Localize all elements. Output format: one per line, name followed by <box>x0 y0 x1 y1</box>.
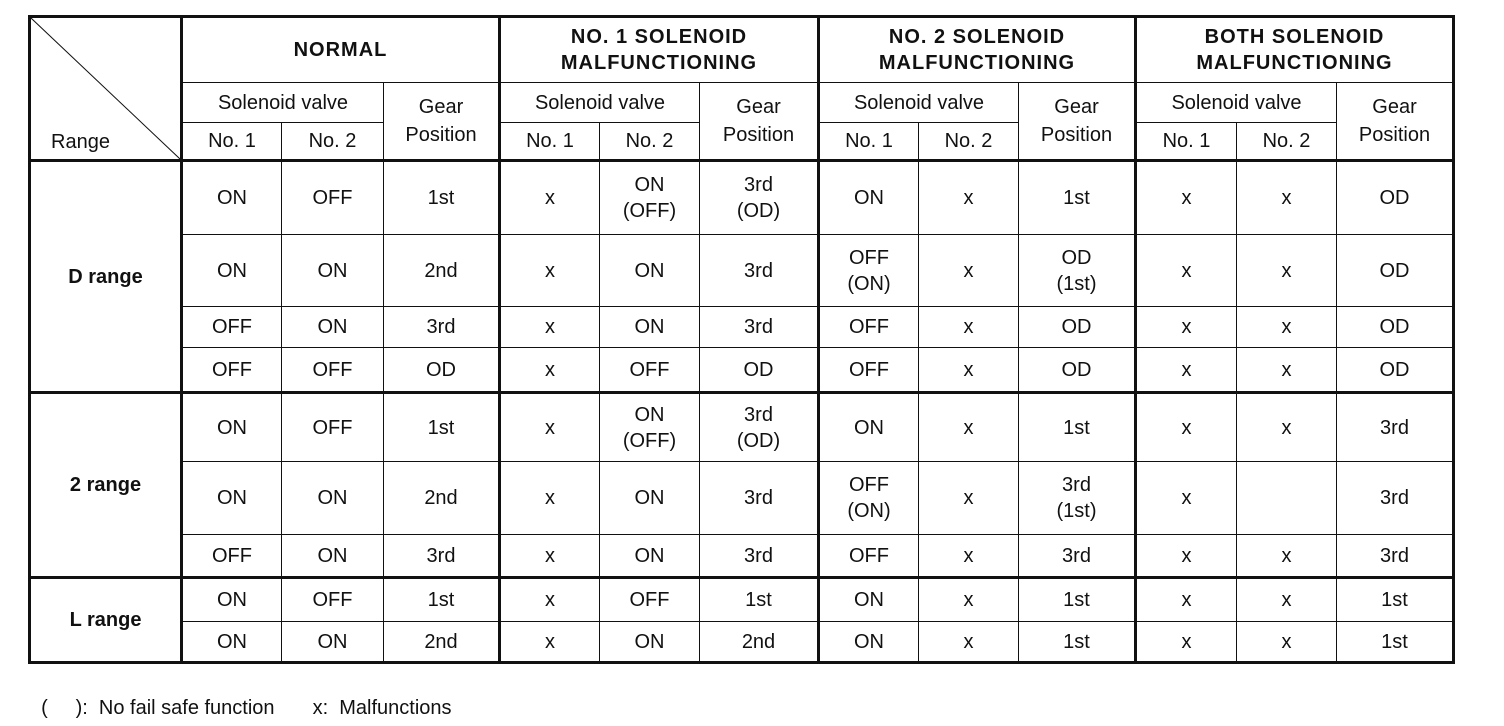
table-cell: 1st <box>1337 622 1454 663</box>
group-header-normal: NORMAL <box>182 17 500 83</box>
solenoid-valve-header: Solenoid valve <box>182 83 384 123</box>
table-cell: x <box>1237 622 1337 663</box>
no1-header: No. 1 <box>500 123 600 161</box>
table-cell: x <box>1237 235 1337 307</box>
table-cell: x <box>919 535 1019 578</box>
table-cell: x <box>500 307 600 348</box>
note-no-fail-safe: ( ): No fail safe function <box>41 697 275 719</box>
table-cell: ON <box>600 307 700 348</box>
table-cell: OD <box>1337 161 1454 235</box>
table-cell: ON (OFF) <box>600 161 700 235</box>
solenoid-valve-header: Solenoid valve <box>1136 83 1337 123</box>
no1-header: No. 1 <box>182 123 282 161</box>
range-corner-header <box>30 17 182 161</box>
table-cell: x <box>919 393 1019 462</box>
range-label-cell: D range <box>30 161 182 393</box>
table-cell: OFF <box>282 393 384 462</box>
table-cell: x <box>919 307 1019 348</box>
table-cell: x <box>500 348 600 393</box>
table-cell: x <box>1136 348 1237 393</box>
range-label: Range <box>51 131 110 153</box>
table-cell: 3rd <box>700 462 819 535</box>
table-cell: 3rd (OD) <box>700 393 819 462</box>
table-cell: OFF <box>282 578 384 622</box>
table-cell: OFF (ON) <box>819 235 919 307</box>
table-cell: ON <box>282 462 384 535</box>
table-cell: x <box>1237 393 1337 462</box>
range-label-cell: 2 range <box>30 393 182 578</box>
table-cell: x <box>500 235 600 307</box>
table-row <box>30 535 1454 578</box>
table-row <box>30 393 1454 462</box>
table-cell: 1st <box>384 161 500 235</box>
table-cell: x <box>500 578 600 622</box>
table-cell: x <box>500 393 600 462</box>
table-cell: x <box>919 348 1019 393</box>
table-cell: 1st <box>1019 622 1136 663</box>
table-cell: 1st <box>1337 578 1454 622</box>
table-cell <box>1237 462 1337 535</box>
table-cell: 3rd (OD) <box>700 161 819 235</box>
table-cell: x <box>500 622 600 663</box>
table-cell: 2nd <box>384 235 500 307</box>
gear-position-header: Gear Position <box>1019 83 1136 161</box>
table-row <box>30 307 1454 348</box>
table-cell: ON (OFF) <box>600 393 700 462</box>
table-cell: 3rd <box>384 307 500 348</box>
table-cell: x <box>1136 307 1237 348</box>
group-header-both-malfunction: BOTH SOLENOID MALFUNCTIONING <box>1136 17 1454 83</box>
table-cell: ON <box>819 393 919 462</box>
table-cell: OFF (ON) <box>819 462 919 535</box>
table-cell: OFF <box>182 307 282 348</box>
table-cell: ON <box>282 535 384 578</box>
table-cell: x <box>919 235 1019 307</box>
table-cell: 1st <box>384 578 500 622</box>
table-cell: x <box>1237 578 1337 622</box>
gear-position-header: Gear Position <box>1337 83 1454 161</box>
table-cell: ON <box>819 161 919 235</box>
table-cell: x <box>500 462 600 535</box>
table-cell: 3rd (1st) <box>1019 462 1136 535</box>
table-cell: x <box>1237 348 1337 393</box>
table-cell: OD <box>384 348 500 393</box>
legend-notes <box>30 674 490 720</box>
table-cell: x <box>1237 307 1337 348</box>
table-cell: ON <box>182 393 282 462</box>
table-cell: x <box>919 578 1019 622</box>
table-cell: x <box>1136 578 1237 622</box>
table-cell: x <box>919 622 1019 663</box>
table-cell: 3rd <box>1337 462 1454 535</box>
table-cell: OFF <box>819 535 919 578</box>
table-cell: 3rd <box>1337 535 1454 578</box>
table-cell: OFF <box>600 348 700 393</box>
solenoid-valve-header: Solenoid valve <box>819 83 1019 123</box>
table-cell: ON <box>182 161 282 235</box>
table-cell: ON <box>600 535 700 578</box>
table-cell: ON <box>182 578 282 622</box>
no1-header: No. 1 <box>1136 123 1237 161</box>
range-label-cell: L range <box>30 578 182 663</box>
table-cell: OFF <box>600 578 700 622</box>
gear-position-header: Gear Position <box>384 83 500 161</box>
table-cell: ON <box>600 462 700 535</box>
table-cell: OFF <box>182 535 282 578</box>
table-cell: x <box>919 462 1019 535</box>
solenoid-valve-header: Solenoid valve <box>500 83 700 123</box>
no2-header: No. 2 <box>282 123 384 161</box>
table-cell: OD <box>1337 235 1454 307</box>
table-cell: 1st <box>1019 393 1136 462</box>
gear-position-header: Gear Position <box>700 83 819 161</box>
note-malfunctions: x: Malfunctions <box>312 697 452 719</box>
table-cell: OFF <box>819 307 919 348</box>
table-cell: OD <box>1019 348 1136 393</box>
table-row <box>30 348 1454 393</box>
table-cell: OD <box>1019 307 1136 348</box>
no1-header: No. 1 <box>819 123 919 161</box>
table-row <box>30 578 1454 622</box>
table-row <box>30 161 1454 235</box>
table-row <box>30 622 1454 663</box>
table-cell: 1st <box>1019 578 1136 622</box>
table-cell: 1st <box>1019 161 1136 235</box>
table-cell: ON <box>282 622 384 663</box>
no2-header: No. 2 <box>600 123 700 161</box>
table-cell: ON <box>282 307 384 348</box>
table-cell: x <box>1136 535 1237 578</box>
no2-header: No. 2 <box>1237 123 1337 161</box>
table-cell: x <box>1136 235 1237 307</box>
group-header-no2-malfunction: NO. 2 SOLENOID MALFUNCTIONING <box>819 17 1136 83</box>
table-cell: 2nd <box>384 622 500 663</box>
table-cell: ON <box>182 462 282 535</box>
table-cell: OFF <box>282 161 384 235</box>
table-cell: OD <box>1337 307 1454 348</box>
table-cell: ON <box>600 235 700 307</box>
table-cell: 3rd <box>700 535 819 578</box>
table-cell: x <box>1136 161 1237 235</box>
table-cell: ON <box>600 622 700 663</box>
table-cell: 3rd <box>1019 535 1136 578</box>
no2-header: No. 2 <box>919 123 1019 161</box>
table-cell: ON <box>282 235 384 307</box>
table-row <box>30 235 1454 307</box>
group-header-no1-malfunction: NO. 1 SOLENOID MALFUNCTIONING <box>500 17 819 83</box>
table-cell: OD (1st) <box>1019 235 1136 307</box>
table-cell: 3rd <box>700 235 819 307</box>
table-cell: x <box>500 161 600 235</box>
table-cell: x <box>500 535 600 578</box>
table-cell: OD <box>700 348 819 393</box>
table-cell: x <box>1136 393 1237 462</box>
table-cell: ON <box>819 622 919 663</box>
table-cell: 2nd <box>700 622 819 663</box>
table-cell: OFF <box>282 348 384 393</box>
table-row <box>30 462 1454 535</box>
table-cell: ON <box>182 622 282 663</box>
table-cell: 1st <box>700 578 819 622</box>
table-cell: ON <box>819 578 919 622</box>
table-cell: OFF <box>182 348 282 393</box>
table-cell: OFF <box>819 348 919 393</box>
table-cell: 3rd <box>700 307 819 348</box>
table-cell: ON <box>182 235 282 307</box>
table-cell: 3rd <box>384 535 500 578</box>
table-cell: OD <box>1337 348 1454 393</box>
table-cell: x <box>919 161 1019 235</box>
table-cell: x <box>1136 622 1237 663</box>
table-cell: 2nd <box>384 462 500 535</box>
table-cell: 3rd <box>1337 393 1454 462</box>
table-cell: x <box>1237 161 1337 235</box>
table-cell: x <box>1136 462 1237 535</box>
table-cell: 1st <box>384 393 500 462</box>
table-cell: x <box>1237 535 1337 578</box>
solenoid-malfunction-table <box>28 15 1455 664</box>
